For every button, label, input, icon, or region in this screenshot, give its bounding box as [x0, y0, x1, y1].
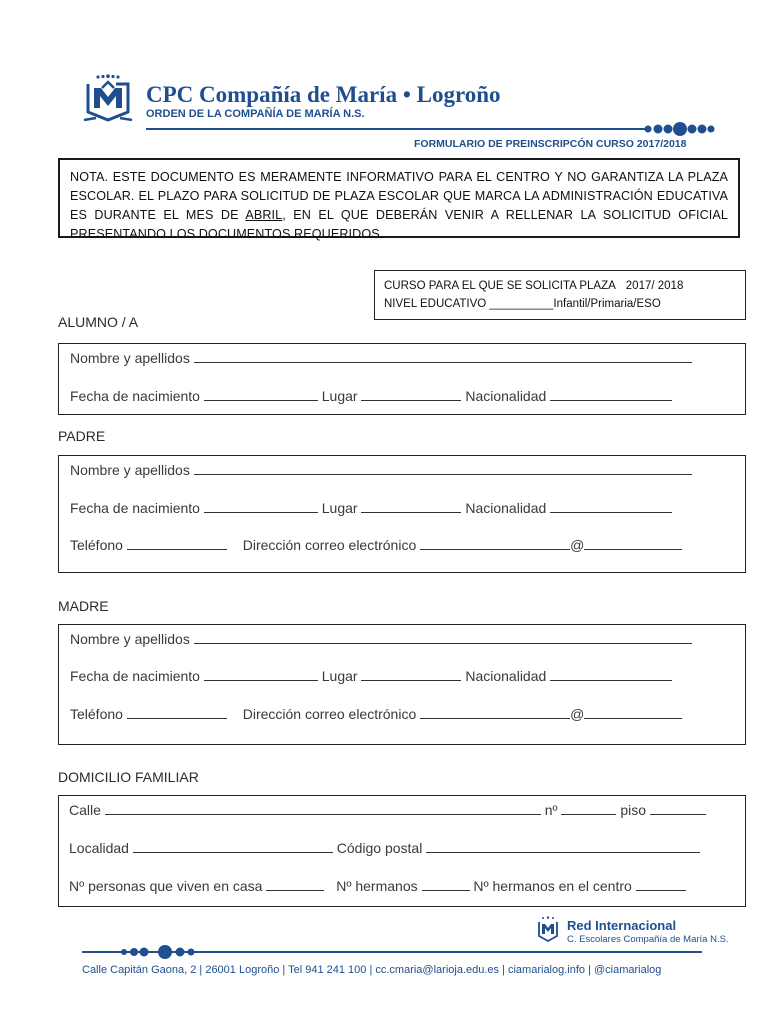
section-mother-label: MADRE [58, 598, 109, 614]
mother-birth-field[interactable] [204, 668, 318, 681]
mother-email-user-field[interactable] [420, 706, 570, 719]
level-label: NIVEL EDUCATIVO __________ [384, 298, 554, 310]
father-birth-line [70, 500, 672, 516]
at-sign: @ [570, 537, 585, 553]
course-value: 2017/ 2018 [625, 280, 684, 292]
level-value: Infantil/Primaria/ESO [553, 298, 661, 310]
home-box [58, 795, 746, 907]
section-father-label: PADRE [58, 428, 106, 444]
father-place-field[interactable] [361, 500, 461, 513]
header-dots-decoration [644, 120, 716, 138]
email-label: Dirección correo electrónico [242, 537, 417, 553]
student-nationality-field[interactable] [550, 388, 672, 401]
phone-label: Teléfono [70, 706, 123, 722]
student-birth-field[interactable] [204, 388, 318, 401]
mother-name-field[interactable] [194, 631, 692, 644]
name-label: Nombre y apellidos [70, 350, 190, 366]
number-field[interactable] [561, 802, 616, 815]
street-field[interactable] [105, 802, 541, 815]
name-label: Nombre y apellidos [70, 631, 190, 647]
father-name-line [70, 462, 692, 478]
father-email-domain-field[interactable] [584, 537, 682, 550]
student-box [58, 343, 746, 415]
siblings-label: Nº hermanos [336, 878, 418, 894]
floor-field[interactable] [650, 802, 706, 815]
father-contact-line [70, 537, 682, 553]
birth-label: Fecha de nacimiento [70, 388, 200, 404]
note-box [58, 158, 740, 241]
birth-label: Fecha de nacimiento [70, 500, 200, 516]
father-box [58, 455, 746, 573]
header-divider [146, 128, 646, 130]
floor-label: piso [620, 802, 647, 818]
compania-de-maria-logo-icon [82, 74, 134, 128]
father-email-user-field[interactable] [420, 537, 570, 550]
student-place-field[interactable] [361, 388, 461, 401]
network-subtitle: C. Escolares Compañía de María N.S. [567, 934, 729, 945]
name-label: Nombre y apellidos [70, 462, 190, 478]
locality-field[interactable] [133, 840, 333, 853]
place-label: Lugar [321, 388, 358, 404]
people-field[interactable] [266, 878, 324, 891]
mother-contact-line [70, 706, 682, 722]
street-label: Calle [69, 802, 101, 818]
note-text-part1: NOTA. ESTE DOCUMENTO ES MERAMENTE INFORMATIVO PARA EL CENTRO Y NO GARANTIZA LA PLAZA ESCOLAR. EL PLAZO PARA SOLICITUD DE PLAZA ESCOLAR QUE MARCA LA ADMINISTRACIÓN EDUCATIVA ES DURANTE EL MES DE [70, 170, 728, 222]
birth-label: Fecha de nacimiento [70, 668, 200, 684]
siblings-field[interactable] [422, 878, 470, 891]
mother-phone-field[interactable] [127, 706, 227, 719]
note-text [70, 168, 728, 244]
section-home-label: DOMICILIO FAMILIAR [58, 769, 199, 785]
mother-nationality-field[interactable] [550, 668, 672, 681]
nationality-label: Nacionalidad [465, 500, 547, 516]
mother-box [58, 624, 746, 745]
mother-place-field[interactable] [361, 668, 461, 681]
place-label: Lugar [321, 668, 358, 684]
nationality-label: Nacionalidad [465, 668, 547, 684]
footer-divider-dots [82, 944, 702, 960]
mother-birth-line [70, 668, 672, 684]
page-subtitle: ORDEN DE LA COMPAÑÍA DE MARÍA N.S. [146, 108, 365, 120]
siblings-school-field[interactable] [636, 878, 686, 891]
form-title: FORMULARIO DE PREINSCRIPCÓN CURSO 2017/2018 [414, 138, 687, 150]
footer-contact: Calle Capitán Gaona, 2 | 26001 Logroño | Tel 941 241 100 | cc.cmaria@larioja.edu.es | ciamarialog.info | @ciamarialog [82, 964, 662, 976]
father-nationality-field[interactable] [550, 500, 672, 513]
number-label: nº [544, 802, 558, 818]
postal-code-field[interactable] [426, 840, 700, 853]
student-birth-line [70, 388, 672, 404]
student-name-line [70, 350, 692, 366]
home-street-line [69, 802, 706, 818]
father-name-field[interactable] [194, 462, 692, 475]
note-text-part2: , EN EL QUE DEBERÁN VENIR A RELLENAR LA SOLICITUD OFICIAL PRESENTANDO LOS DOCUMENTOS REQUERIDOS. [70, 208, 728, 241]
phone-label: Teléfono [70, 537, 123, 553]
course-label: CURSO PARA EL QUE SE SOLICITA PLAZA [384, 280, 616, 292]
postal-code-label: Código postal [336, 840, 423, 856]
siblings-school-label: Nº hermanos en el centro [473, 878, 632, 894]
home-locality-line [69, 840, 700, 856]
people-label: Nº personas que viven en casa [69, 878, 263, 894]
network-title: Red Internacional [567, 918, 677, 933]
locality-label: Localidad [69, 840, 129, 856]
home-people-line [69, 878, 686, 894]
at-sign: @ [570, 706, 585, 722]
mother-email-domain-field[interactable] [584, 706, 682, 719]
level-row [384, 295, 736, 313]
place-label: Lugar [321, 500, 358, 516]
mother-name-line [70, 631, 692, 647]
father-phone-field[interactable] [127, 537, 227, 550]
student-name-field[interactable] [194, 350, 692, 363]
red-internacional-logo-icon [536, 916, 560, 944]
course-box [374, 270, 746, 320]
nationality-label: Nacionalidad [465, 388, 547, 404]
note-underlined-month: ABRIL [245, 208, 283, 222]
email-label: Dirección correo electrónico [242, 706, 417, 722]
course-row [384, 277, 736, 295]
page-title: CPC Compañía de María • Logroño [146, 82, 501, 107]
section-student-label: ALUMNO / A [58, 314, 139, 330]
father-birth-field[interactable] [204, 500, 318, 513]
